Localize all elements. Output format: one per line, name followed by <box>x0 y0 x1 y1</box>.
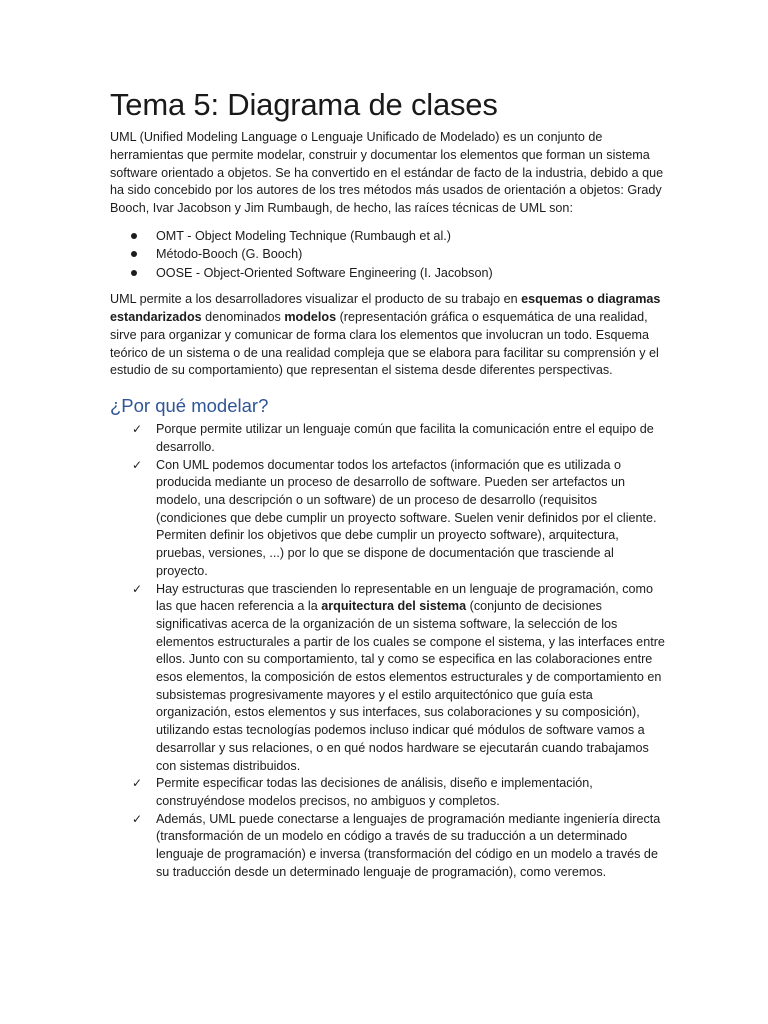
list-item <box>110 421 668 456</box>
models-text: UML permite a los desarrolladores visualizar el producto de su trabajo en <box>110 292 522 307</box>
bullet-icon <box>131 251 137 257</box>
list-item <box>110 775 668 810</box>
reasons-list <box>110 421 668 881</box>
list-item <box>110 264 668 282</box>
check-icon: ✓ <box>132 811 143 826</box>
list-item-text: OOSE - Object-Oriented Software Engineering (I. Jacobson) <box>156 265 493 280</box>
bullet-icon <box>131 233 137 239</box>
list-item-text: OMT - Object Modeling Technique (Rumbaugh et al.) <box>156 228 451 243</box>
list-item <box>110 581 668 776</box>
methods-list <box>110 227 668 282</box>
list-item <box>110 227 668 245</box>
list-item-text: Permite especificar todas las decisiones de análisis, diseño e implementación, construyéndose modelos precisos, no ambiguos y completos. <box>156 776 593 808</box>
check-icon: ✓ <box>132 581 143 596</box>
list-item-text: Porque permite utilizar un lenguaje común que facilita la comunicación entre el equipo de desarrollo. <box>156 422 654 454</box>
check-icon: ✓ <box>132 457 143 472</box>
list-item <box>110 811 668 882</box>
check-icon: ✓ <box>132 422 143 437</box>
models-bold-text: esquemas o diagramas estandarizados <box>110 292 661 324</box>
list-item-text: (conjunto de decisiones significativas acerca de la organización de un sistema software, la selección de los elementos estructurales a partir de los cuales se compone el sistema, y las interfaces entre ellos. Junto con su comportamiento, tal y como se especifica en las colaboraciones entre esos elementos, la composición de estos elementos estructurales y de comportamiento en subsistemas progresivamente mayores y el estilo arquitectónico que guía esta organización, estos elementos y sus interfaces, sus colaboraciones y su composición), utilizando estas tecnologías podemos incluso indicar qué módulos de software vamos a desarrollar y sus relaciones, o en qué nodos hardware se ejecutarán cuando trabajamos con sistemas distribuidos. <box>156 599 665 773</box>
list-item-text: Con UML podemos documentar todos los artefactos (información que es utilizada o producida mediante un proceso de desarrollo de software. Pueden ser artefactos un modelo, una descripción o un software) de un proceso de desarrollo (requisitos (condiciones que debe cumplir un proyecto software. Suelen venir definidos por el cliente. Permiten definir los objetivos que debe cumplir un proyecto software), arquitectura, pruebas, versiones, ...) por lo que se dispone de documentación que trasciende al proyecto. <box>156 457 657 578</box>
list-item <box>110 245 668 263</box>
list-item-text: Además, UML puede conectarse a lenguajes de programación mediante ingeniería directa (transformación de un modelo en código a través de su traducción a un determinado lenguaje de programación) e inversa (transformación del código en un modelo a través de su traducción desde un determinado lenguaje de programación), como veremos. <box>156 811 661 879</box>
list-item-bold-text: arquitectura del sistema <box>321 599 467 614</box>
models-text: (representación gráfica o esquemática de una realidad, sirve para organizar y comunicar de forma clara los elementos que involucran un todo. Esquema teórico de un sistema o de una realidad compleja que se elabora para facilitar su comprensión y el estudio de su comportamiento) que representan el sistema desde diferentes perspectivas. <box>110 310 659 378</box>
list-item-text: Método-Booch (G. Booch) <box>156 247 303 262</box>
page-title: Tema 5: Diagrama de clases <box>110 87 498 122</box>
intro-paragraph: UML (Unified Modeling Language o Lenguaje Unificado de Modelado) es un conjunto de herramientas que permite modelar, construir y documentar los elementos que forman un sistema software orientado a objetos. Se ha convertido en el estándar de facto de la industria, debido a que ha sido concebido por los autores de los tres métodos más usados de orientación a objetos: Grady Booch, Ivar Jacobson y Jim Rumbaugh, de hecho, las raíces técnicas de UML son: <box>110 130 664 216</box>
bullet-icon <box>131 270 137 276</box>
models-text: denominados <box>201 310 285 324</box>
models-bold-text: modelos <box>284 310 337 324</box>
list-item <box>110 457 668 581</box>
check-icon: ✓ <box>132 776 143 791</box>
section-heading-why: ¿Por qué modelar? <box>110 395 269 417</box>
models-paragraph <box>110 291 668 380</box>
list-item-text: Hay estructuras que trascienden lo representable en un lenguaje de programación, como las que hacen referencia a la <box>156 581 654 614</box>
